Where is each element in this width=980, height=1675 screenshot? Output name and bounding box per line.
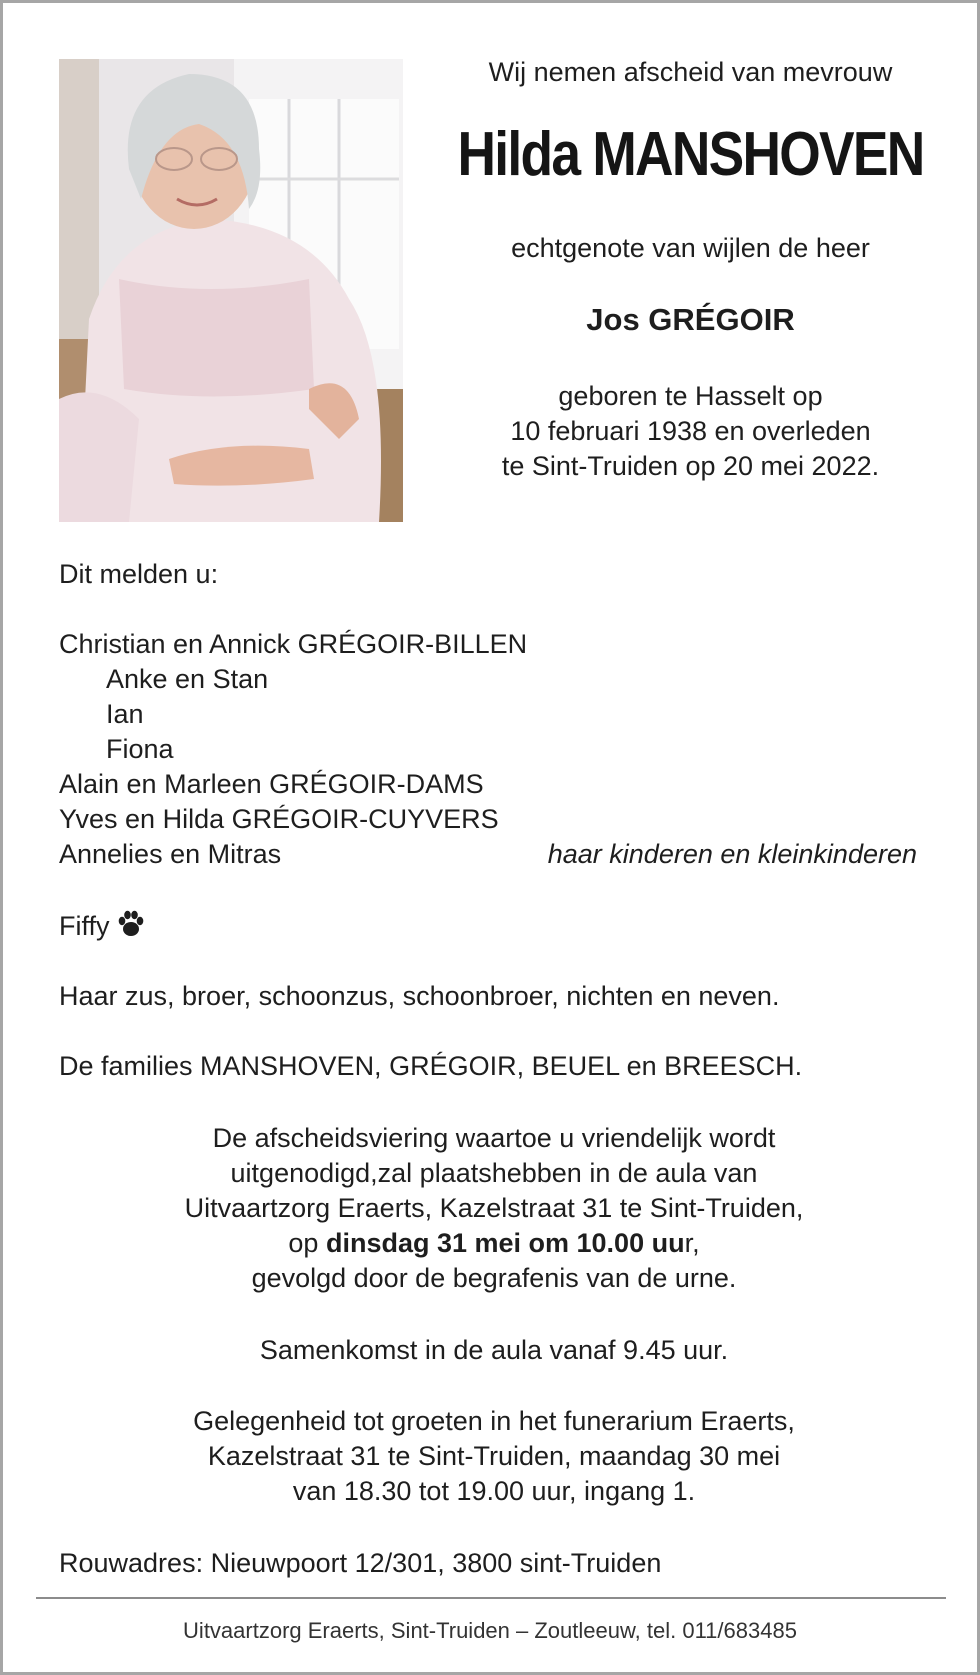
family-role: haar kinderen en kleinkinderen xyxy=(547,839,917,869)
ceremony-line: De afscheidsviering waartoe u vriendelijk wordt xyxy=(212,1123,776,1153)
intro-text: Wij nemen afscheid van mevrouw xyxy=(488,57,893,87)
ceremony-date: dinsdag 31 mei om 10.00 uu xyxy=(325,1228,685,1258)
families-line: De families MANSHOVEN, GRÉGOIR, BEUEL en BREESCH. xyxy=(59,1051,803,1081)
family-line: Annelies en Mitras xyxy=(59,839,282,869)
born-line: geboren te Hasselt op xyxy=(558,381,823,411)
announce-intro: Dit melden u: xyxy=(59,559,219,589)
visitation-line: van 18.30 tot 19.00 uur, ingang 1. xyxy=(292,1476,696,1506)
family-line: Yves en Hilda GRÉGOIR-CUYVERS xyxy=(59,804,499,834)
ceremony-line: Uitvaartzorg Eraerts, Kazelstraat 31 te Sint-Truiden, xyxy=(184,1193,804,1223)
visitation-line: Gelegenheid tot groeten in het funerarium Eraerts, xyxy=(193,1406,795,1436)
family-line: Ian xyxy=(106,699,144,729)
mourning-address: Rouwadres: Nieuwpoort 12/301, 3800 sint-Truiden xyxy=(59,1548,662,1578)
footer-undertaker: Uitvaartzorg Eraerts, Sint-Truiden – Zoutleeuw, tel. 011/683485 xyxy=(183,1618,797,1643)
birth-death-info xyxy=(413,379,968,484)
portrait-photo xyxy=(59,59,403,522)
paw-icon xyxy=(116,910,146,938)
family-line: Alain en Marleen GRÉGOIR-DAMS xyxy=(59,769,484,799)
ceremony-date-prefix: op xyxy=(288,1228,326,1258)
born-line: te Sint-Truiden op 20 mei 2022. xyxy=(501,451,880,481)
pet-name: Fiffy xyxy=(59,911,110,941)
visitation-info xyxy=(59,1404,929,1509)
footer-divider xyxy=(36,1597,946,1599)
ceremony-line: gevolgd door de begrafenis van de urne. xyxy=(251,1263,737,1293)
pet-line xyxy=(59,909,929,944)
visitation-line: Kazelstraat 31 te Sint-Truiden, maandag 30 mei xyxy=(207,1441,781,1471)
born-line: 10 februari 1938 en overleden xyxy=(510,416,871,446)
ceremony-date-suffix: r, xyxy=(684,1228,700,1258)
ceremony-date-line xyxy=(59,1226,929,1261)
family-line-last xyxy=(59,837,929,872)
spouse-intro: echtgenote van wijlen de heer xyxy=(511,233,870,263)
relatives-line: Haar zus, broer, schoonzus, schoonbroer, nichten en neven. xyxy=(59,981,780,1011)
portrait-illustration xyxy=(59,59,403,522)
ceremony-info xyxy=(59,1121,929,1296)
gathering-line: Samenkomst in de aula vanaf 9.45 uur. xyxy=(259,1335,729,1365)
family-line: Anke en Stan xyxy=(106,664,269,694)
family-line: Christian en Annick GRÉGOIR-BILLEN xyxy=(59,629,528,659)
family-list xyxy=(59,627,929,872)
family-line: Fiona xyxy=(106,734,174,764)
ceremony-line: uitgenodigd,zal plaatshebben in de aula van xyxy=(230,1158,758,1188)
deceased-name: Hilda MANSHOVEN xyxy=(457,120,924,189)
spouse-name: Jos GRÉGOIR xyxy=(586,302,795,337)
